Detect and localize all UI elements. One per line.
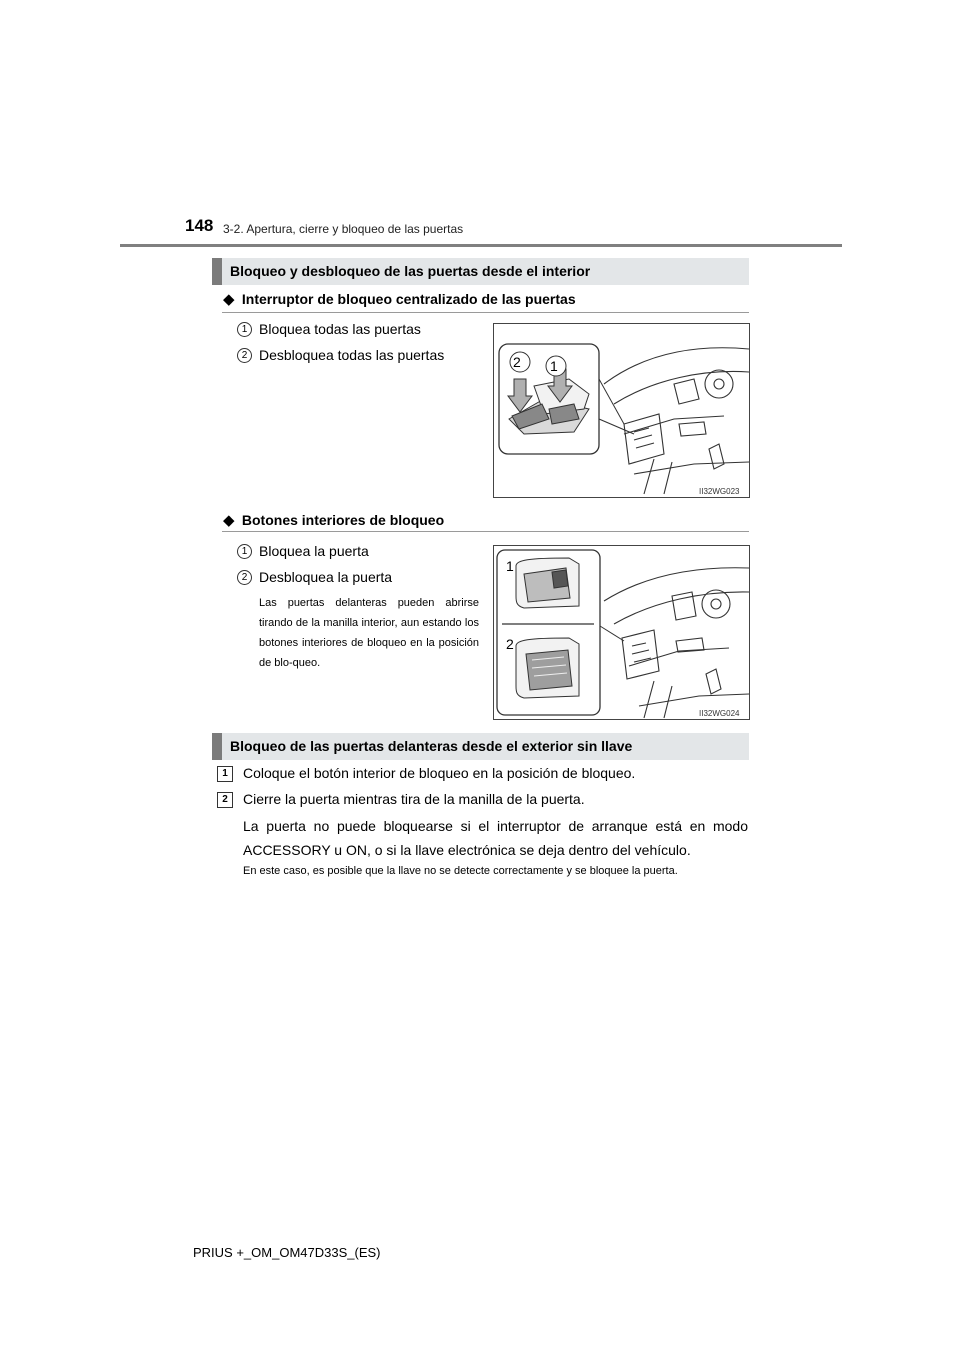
- figure-code: II32WG023: [699, 487, 740, 496]
- item-lock-all: Bloquea todas las puertas: [259, 321, 421, 337]
- figure-code: II32WG024: [699, 709, 740, 718]
- figure-callout: 2: [513, 354, 521, 370]
- step-text: Cierre la puerta mientras tira de la manilla de la puerta.: [243, 791, 585, 807]
- item-unlock-door: Desbloquea la puerta: [259, 569, 393, 585]
- car-interior-illustration: [494, 324, 749, 497]
- subheading-inside-lock-buttons: [223, 511, 444, 529]
- item-number-circle: 2: [237, 348, 252, 363]
- diamond-bullet-icon: ◆: [223, 291, 235, 308]
- footer-document-code: PRIUS +_OM_OM47D33S_(ES): [193, 1245, 381, 1260]
- subheading-text: Botones interiores de bloqueo: [241, 512, 445, 528]
- item-number-circle: 2: [237, 570, 252, 585]
- figure-central-lock-switch: [493, 323, 750, 498]
- door-trim-illustration: [494, 546, 749, 719]
- step-text: Coloque el botón interior de bloqueo en la posición de bloqueo.: [243, 765, 636, 781]
- figure-inside-lock-buttons: [493, 545, 750, 720]
- item-number-circle: 1: [237, 544, 252, 559]
- subheading-rule: [222, 312, 749, 313]
- subheading-rule: [222, 531, 749, 532]
- paragraph-warning: La puerta no puede bloquearse si el interruptor de arranque está en modo ACCESSORY u ON, o si la llave electrónica se deja dentro del vehículo.: [243, 818, 748, 858]
- figure-callout: 1: [550, 358, 558, 374]
- note-inside-lock: Las puertas delanteras pueden abrirse tirando de la manilla interior, aun estando los botones interiores de bloqueo en la posición de blo-queo.: [259, 597, 479, 669]
- figure-callout: 1: [506, 558, 514, 574]
- section-heading-interior: Bloqueo y desbloqueo de las puertas desde el interior: [212, 258, 749, 285]
- item-unlock-all: Desbloquea todas las puertas: [259, 347, 445, 363]
- step-number-box: 1: [217, 766, 233, 782]
- diamond-bullet-icon: ◆: [223, 512, 235, 529]
- figure-callout: 2: [506, 636, 514, 652]
- subheading-text: Interruptor de bloqueo centralizado de las puertas: [241, 291, 576, 307]
- item-number-circle: 1: [237, 322, 252, 337]
- page-number: 148: [185, 216, 214, 235]
- subheading-central-lock-switch: [223, 290, 576, 308]
- item-lock-door: Bloquea la puerta: [259, 543, 369, 559]
- header-rule: [120, 244, 842, 247]
- fine-print-note: En este caso, es posible que la llave no se detecte correctamente y se bloquee la puerta.: [243, 865, 678, 877]
- section-heading-exterior: Bloqueo de las puertas delanteras desde el exterior sin llave: [212, 733, 749, 760]
- running-title: 3-2. Apertura, cierre y bloqueo de las puertas: [223, 222, 464, 236]
- step-number-box: 2: [217, 792, 233, 808]
